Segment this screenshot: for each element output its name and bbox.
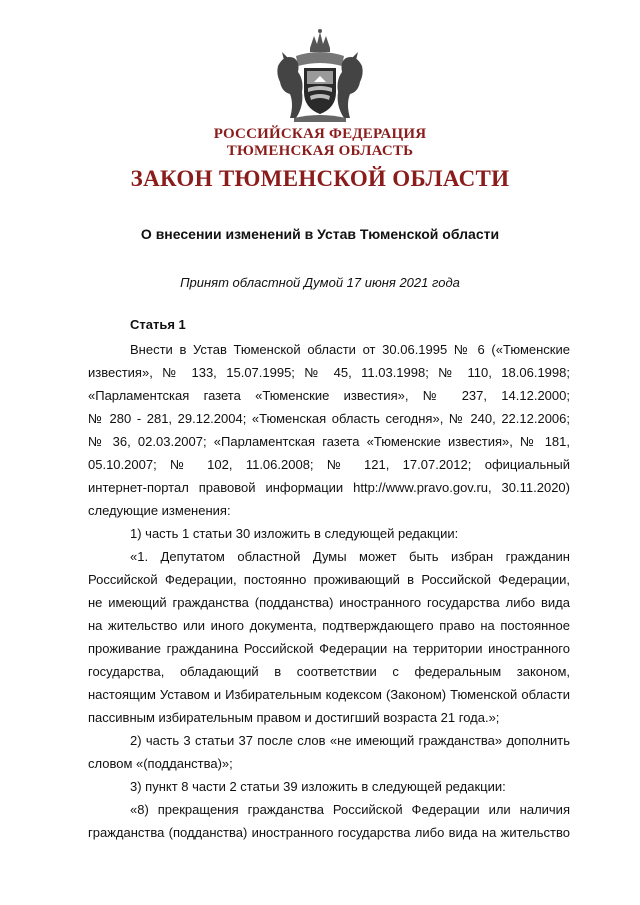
list-item: 1) часть 1 статьи 30 изложить в следующей редакции: [130,526,459,541]
body-line: известия», № 133, 15.07.1995; № 45, 11.03.1998; № 110, 18.06.1998; [88,365,570,380]
header-region: ТЮМЕНСКАЯ ОБЛАСТЬ [226,143,414,159]
body-line: № 36, 02.03.2007; «Парламентская газета «Тюменские известия», № 181, [88,434,570,449]
body-line: на жительство или иного документа, подтверждающего право на постоянное [88,618,570,633]
body-line: «1. Депутатом областной Думы может быть избран гражданин [130,549,570,564]
body-line: государства, обладающий в соответствии с федеральным законом, [88,664,570,679]
body-line: не имеющий гражданства (подданства) иностранного государства либо вида [88,595,570,610]
adoption-note: Принят областной Думой 17 июня 2021 года [180,275,460,290]
header-law-type: ЗАКОН ТЮМЕНСКОЙ ОБЛАСТИ [130,166,510,191]
body-line: словом «(подданства)»; [88,756,233,771]
body-line: «8) прекращения гражданства Российской Федерации или наличия [130,802,570,817]
body-line: гражданства (подданства) иностранного государства либо вида на жительство [88,825,570,840]
list-item: 2) часть 3 статьи 37 после слов «не имеющий гражданства» дополнить [130,733,570,748]
list-item: 3) пункт 8 части 2 статьи 39 изложить в следующей редакции: [130,779,506,794]
document-title: О внесении изменений в Устав Тюменской области [140,226,500,242]
body-line: настоящим Уставом и Избирательным кодексом (Законом) Тюменской области [88,687,570,702]
body-line: следующие изменения: [88,503,231,518]
body-line: Внести в Устав Тюменской области от 30.06.1995 № 6 («Тюменские [130,342,570,357]
body-line: «Парламентская газета «Тюменские известия», № 237, 14.12.2000; [88,388,570,403]
article-heading: Статья 1 [130,317,186,332]
body-line: № 280 - 281, 29.12.2004; «Тюменская область сегодня», № 240, 22.12.2006; [88,411,570,426]
coat-of-arms-emblem [274,26,366,124]
body-line: интернет-портал правовой информации http://www.pravo.gov.ru, 30.11.2020) [88,480,570,495]
body-line: пассивным избирательным правом и достигший возраста 21 года.»; [88,710,500,725]
body-line: Российской Федерации, постоянно проживающий в Российской Федерации, [88,572,570,587]
body-line: 05.10.2007; № 102, 11.06.2008; № 121, 17.07.2012; официальный [88,457,570,472]
header-country: РОССИЙСКАЯ ФЕДЕРАЦИЯ [213,126,427,142]
body-line: проживание гражданина Российской Федерации на территории иностранного [88,641,570,656]
